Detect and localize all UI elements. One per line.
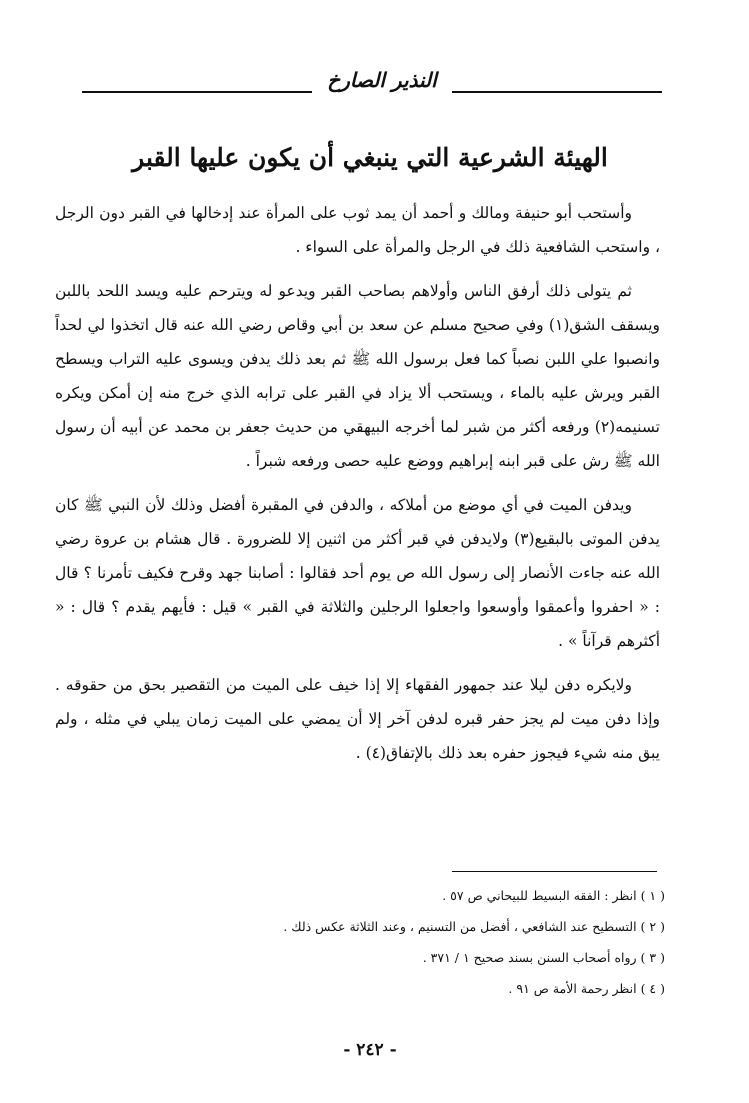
- section-heading: الهيئة الشرعية التي ينبغي أن يكون عليها القبر: [132, 143, 608, 172]
- running-header-title: النذير الصارخ: [327, 68, 437, 92]
- paragraph: ويدفن الميت في أي موضع من أملاكه ، والدفن في المقبرة أفضل وذلك لأن النبي ﷺ كان يدفن الموتى بالبقيع(٣) ولايدفن في قبر أكثر من اثنين إلا للضرورة . قال هشام بن عروة رضي الله عنه جاءت الأنصار إلى رسول الله ص يوم أحد فقالوا : أصابنا جهد وقرح فكيف تأمرنا ؟ قال : « احفروا وأعمقوا وأوسعوا واجعلوا الرجلين والثلاثة في القبر » قيل : فأيهم يقدم ؟ قال : « أكثرهم قرآناً » .: [55, 496, 660, 650]
- paragraph: ثم يتولى ذلك أرفق الناس وأولاهم بصاحب القبر ويدعو له ويترحم عليه ويسد اللحد باللبن ويسقف الشق(١) وفي صحيح مسلم عن سعد بن أبي وقاص رضي الله عنه قال اتخذوا لي لحداً وانصبوا علي اللبن نصباً كما فعل برسول الله ﷺ ثم بعد ذلك يدفن ويسوى عليه التراب ويسطح القبر ويرش عليه بالماء ، ويستحب ألا يزاد في القبر على ترابه الذي خرج منه إن أمكن ويكره تسنيمه(٢) ورفعه أكثر من شبر لما أخرجه البيهقي من حديث جعفر بن محمد عن أبيه أن رسول الله ﷺ رش على قبر ابنه إبراهيم ووضع عليه حصى ورفعه شبراً .: [55, 282, 660, 470]
- paragraph: ولايكره دفن ليلا عند جمهور الفقهاء إلا إذا خيف على الميت من التقصير بحق من حقوقه . وإذا دفن ميت لم يجز حفر قبره لدفن آخر إلا أن يمضي على الميت زمان يبلي في مثله ، ولم يبق منه شيء فيجوز حفره بعد ذلك بالإتفاق(٤) .: [55, 676, 660, 762]
- page-number: - ٢٤٢ -: [343, 1040, 397, 1060]
- footnote: ( ٤ ) انظر رحمة الأمة ص ٩١ .: [508, 981, 665, 996]
- footnote: ( ١ ) انظر : الفقه البسيط للبيحاني ص ٥٧ .: [442, 888, 665, 903]
- footnote-separator: [452, 871, 657, 872]
- footnotes: [80, 880, 665, 1004]
- footnote: ( ٢ ) التسطيح عند الشافعي ، أفضل من التسنيم ، وعند الثلاثة عكس ذلك .: [283, 919, 665, 934]
- footnote: ( ٣ ) رواه أصحاب السنن بسند صحيح ١ / ٣٧١ .: [422, 950, 665, 965]
- running-header: [82, 66, 662, 102]
- header-rule-left: [82, 91, 312, 93]
- body-text: [55, 196, 660, 780]
- paragraph: وأستحب أبو حنيفة ومالك و أحمد أن يمد ثوب على المرأة عند إدخالها في القبر دون الرجل ، واستحب الشافعية ذلك في الرجل والمرأة على السواء .: [55, 204, 660, 256]
- header-rule-right: [452, 91, 662, 93]
